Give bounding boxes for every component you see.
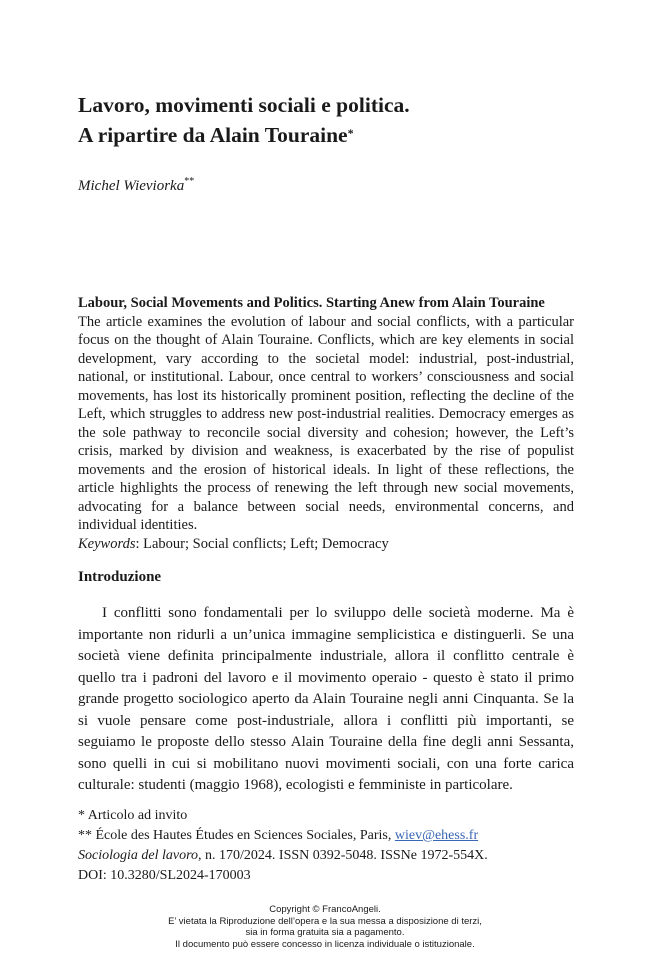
title-footnote-marker: * [347, 126, 354, 140]
abstract-title: Labour, Social Movements and Politics. Starting Anew from Alain Touraine [78, 295, 545, 311]
footnote-2-marker: ** [78, 828, 92, 843]
copyright-line-3: sia in forma gratuita sia a pagamento. [245, 927, 405, 938]
author-footnote-marker: ** [184, 176, 195, 187]
copyright-line-1: Copyright © FrancoAngeli. [269, 904, 381, 915]
title-line-1: Lavoro, movimenti sociali e politica. [78, 93, 410, 117]
keywords [78, 535, 574, 554]
article-title [78, 90, 598, 150]
footnotes [78, 806, 574, 886]
author-name-text: Michel Wieviorka [78, 178, 185, 194]
footnote-1-text: Articolo ad invito [85, 808, 188, 823]
section-heading-introduzione: Introduzione [78, 569, 162, 585]
footnote-2-text: École des Hautes Études en Sciences Sociales, Paris, [92, 828, 395, 843]
journal-citation [78, 846, 574, 866]
copyright-line-4: Il documento può essere concesso in licenza individuale o istituzionale. [175, 938, 475, 950]
intro-paragraph: I conflitti sono fondamentali per lo sviluppo delle società moderne. Ma è importante non ridurli a un’unica immagine semplicistica e distinguerli. Se una società viene definita principalmente industriale, allora il conflitto centrale è quello tra i padroni del lavoro e il movimento operaio - questo è stato il primo grande progetto sociologico aperto da Alain Touraine negli anni Cinquanta. Se la si vuole pensare come post-industriale, allora i conflitti più importanti, se seguiamo le proposte dello stesso Alain Touraine della fine degli anni Sessanta, sono quelli in cui si mobilitano nuovi movimenti sociali, con una forte carica culturale: studenti (maggio 1968), ecologisti e femministe in particolare. [78, 605, 574, 793]
keywords-list: : Labour; Social conflicts; Left; Democracy [135, 535, 389, 552]
journal-name: Sociologia del lavoro [78, 848, 199, 863]
footnote-1-marker: * [78, 808, 85, 823]
keywords-label: Keywords [78, 535, 136, 552]
title-line-2-text: A ripartire da Alain Touraine [78, 123, 348, 147]
author-email-link[interactable]: wiev@ehess.fr [394, 828, 479, 843]
citation-details: , n. 170/2024. ISSN 0392-5048. ISSNe 1972-554X. [198, 848, 488, 863]
abstract [78, 294, 574, 553]
footnote-2 [78, 826, 574, 846]
doi: DOI: 10.3280/SL2024-170003 [78, 868, 251, 883]
footnote-1 [78, 806, 574, 826]
copyright-line-2: E’ vietata la Riproduzione dell’opera e la sua messa a disposizione di terzi, [168, 915, 482, 927]
copyright-notice [0, 904, 650, 950]
author-name [78, 176, 194, 195]
abstract-body: The article examines the evolution of labour and social conflicts, with a particular focus on the thought of Alain Touraine. Conflicts, which are key elements in social development, vary according to the societal model: industrial, post-industrial, national, or institutional. Labour, once central to workers’ consciousness and social movements, has lost its historically prominent position, reflecting the decline of the Left, which struggles to address new post-industrial realities. Democracy emerges as the sole pathway to reconcile social diversity and cohesion; however, the Left’s crisis, marked by division and weakness, is exacerbated by the rise of populist movements and the erosion of historical ideals. In light of these reflections, the article highlights the process of renewing the left through new social movements, advocating for a balance between social needs, environmental concerns, and individual identities. [78, 313, 574, 533]
title-line-2 [78, 120, 598, 150]
